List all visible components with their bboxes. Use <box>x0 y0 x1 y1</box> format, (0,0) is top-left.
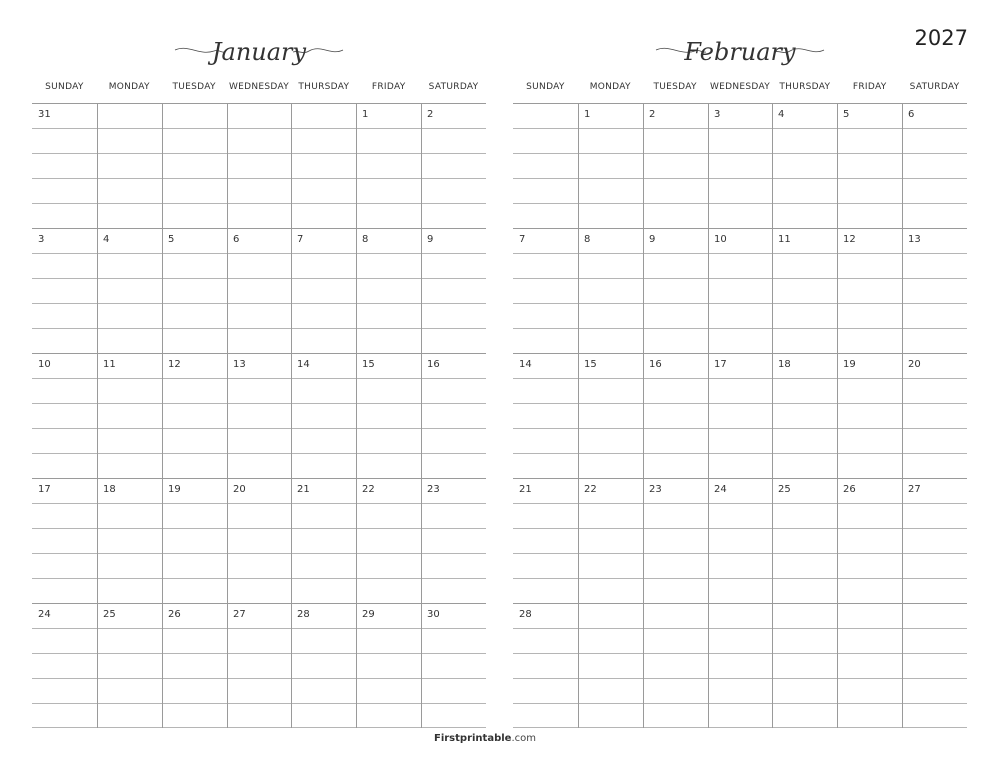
day-number: 14 <box>519 359 532 370</box>
weekday-label: TUESDAY <box>172 82 216 92</box>
day-number: 22 <box>584 484 597 495</box>
day-number: 16 <box>427 359 440 370</box>
day-number: 14 <box>297 359 310 370</box>
day-number: 15 <box>362 359 375 370</box>
column-divider <box>578 103 579 728</box>
writing-line <box>32 203 486 204</box>
column-divider <box>772 103 773 728</box>
day-number: 5 <box>843 109 850 120</box>
year-label: 2027 <box>914 26 968 50</box>
day-number: 21 <box>519 484 532 495</box>
day-number: 1 <box>584 109 591 120</box>
month-name: January <box>211 38 307 66</box>
writing-line <box>513 303 967 304</box>
day-number: 1 <box>362 109 369 120</box>
day-number: 5 <box>168 234 175 245</box>
day-number: 7 <box>519 234 526 245</box>
writing-line <box>32 528 486 529</box>
writing-line <box>32 253 486 254</box>
day-number: 24 <box>38 609 51 620</box>
week-divider <box>513 228 967 229</box>
day-number: 9 <box>649 234 656 245</box>
writing-line <box>513 278 967 279</box>
flourish-decoration <box>650 36 830 76</box>
column-divider <box>902 103 903 728</box>
week-divider <box>513 603 967 604</box>
writing-line <box>513 727 967 728</box>
writing-line <box>513 578 967 579</box>
day-number: 25 <box>103 609 116 620</box>
writing-line <box>32 703 486 704</box>
weekday-label: MONDAY <box>589 82 631 92</box>
day-number: 17 <box>38 484 51 495</box>
day-number: 18 <box>778 359 791 370</box>
writing-line <box>32 678 486 679</box>
writing-line <box>513 403 967 404</box>
day-number: 31 <box>38 109 51 120</box>
writing-line <box>513 453 967 454</box>
weekday-label: FRIDAY <box>371 82 406 92</box>
day-number: 6 <box>908 109 915 120</box>
writing-line <box>32 378 486 379</box>
week-divider <box>32 353 486 354</box>
day-number: 27 <box>233 609 246 620</box>
writing-line <box>32 303 486 304</box>
day-number: 17 <box>714 359 727 370</box>
weekday-label: THURSDAY <box>298 82 350 92</box>
day-number: 27 <box>908 484 921 495</box>
month-name: February <box>684 38 796 66</box>
day-number: 11 <box>103 359 116 370</box>
day-number: 2 <box>649 109 656 120</box>
writing-line <box>513 178 967 179</box>
writing-line <box>513 153 967 154</box>
week-divider <box>32 478 486 479</box>
writing-line <box>32 553 486 554</box>
writing-line <box>513 653 967 654</box>
week-divider <box>513 353 967 354</box>
month-title <box>32 36 486 76</box>
weekday-label: SUNDAY <box>45 82 84 92</box>
column-divider <box>421 103 422 728</box>
writing-line <box>513 128 967 129</box>
day-number: 12 <box>843 234 856 245</box>
writing-line <box>32 653 486 654</box>
writing-line <box>513 378 967 379</box>
footer-brand: Firstprintable <box>433 733 512 744</box>
column-divider <box>97 103 98 728</box>
writing-line <box>32 278 486 279</box>
writing-line <box>32 578 486 579</box>
writing-line <box>32 403 486 404</box>
column-divider <box>356 103 357 728</box>
day-number: 13 <box>908 234 921 245</box>
day-number: 11 <box>778 234 791 245</box>
footer-suffix: .com <box>511 733 536 744</box>
day-number: 23 <box>427 484 440 495</box>
week-divider <box>32 228 486 229</box>
day-number: 8 <box>362 234 369 245</box>
writing-line <box>32 153 486 154</box>
day-number: 26 <box>843 484 856 495</box>
day-number: 2 <box>427 109 434 120</box>
writing-line <box>32 178 486 179</box>
column-divider <box>291 103 292 728</box>
flourish-decoration <box>169 36 349 76</box>
week-divider <box>32 603 486 604</box>
day-number: 25 <box>778 484 791 495</box>
day-number: 23 <box>649 484 662 495</box>
writing-line <box>513 553 967 554</box>
day-number: 12 <box>168 359 181 370</box>
day-number: 28 <box>519 609 532 620</box>
day-number: 7 <box>297 234 304 245</box>
day-number: 10 <box>38 359 51 370</box>
day-number: 16 <box>649 359 662 370</box>
column-divider <box>227 103 228 728</box>
day-number: 4 <box>103 234 110 245</box>
writing-line <box>513 678 967 679</box>
writing-line <box>513 428 967 429</box>
day-number: 19 <box>843 359 856 370</box>
day-number: 24 <box>714 484 727 495</box>
day-number: 30 <box>427 609 440 620</box>
column-divider <box>643 103 644 728</box>
weekday-label: WEDNESDAY <box>709 82 771 92</box>
day-number: 6 <box>233 234 240 245</box>
calendar-grid <box>32 103 486 728</box>
day-number: 15 <box>584 359 597 370</box>
weekday-label: THURSDAY <box>779 82 831 92</box>
day-number: 20 <box>233 484 246 495</box>
weekday-header <box>32 82 486 96</box>
writing-line <box>513 703 967 704</box>
column-divider <box>708 103 709 728</box>
writing-line <box>513 203 967 204</box>
writing-line <box>32 453 486 454</box>
footer-credit <box>0 733 970 744</box>
writing-line <box>32 128 486 129</box>
day-number: 28 <box>297 609 310 620</box>
day-number: 21 <box>297 484 310 495</box>
day-number: 4 <box>778 109 785 120</box>
writing-line <box>513 253 967 254</box>
writing-line <box>32 328 486 329</box>
weekday-label: SUNDAY <box>526 82 565 92</box>
writing-line <box>513 628 967 629</box>
day-number: 18 <box>103 484 116 495</box>
column-divider <box>162 103 163 728</box>
weekday-label: WEDNESDAY <box>228 82 290 92</box>
day-number: 10 <box>714 234 727 245</box>
day-number: 13 <box>233 359 246 370</box>
day-number: 19 <box>168 484 181 495</box>
weekday-label: SATURDAY <box>428 82 479 92</box>
weekday-label: SATURDAY <box>909 82 960 92</box>
writing-line <box>513 503 967 504</box>
column-divider <box>837 103 838 728</box>
writing-line <box>32 428 486 429</box>
day-number: 26 <box>168 609 181 620</box>
day-number: 20 <box>908 359 921 370</box>
weekday-label: FRIDAY <box>852 82 887 92</box>
month-title <box>513 36 967 76</box>
writing-line <box>513 528 967 529</box>
writing-line <box>32 503 486 504</box>
weekday-label: TUESDAY <box>653 82 697 92</box>
weekday-label: MONDAY <box>108 82 150 92</box>
week-divider <box>32 103 486 104</box>
week-divider <box>513 478 967 479</box>
week-divider <box>513 103 967 104</box>
day-number: 22 <box>362 484 375 495</box>
day-number: 8 <box>584 234 591 245</box>
writing-line <box>32 628 486 629</box>
day-number: 3 <box>38 234 45 245</box>
day-number: 3 <box>714 109 721 120</box>
day-number: 29 <box>362 609 375 620</box>
day-number: 9 <box>427 234 434 245</box>
writing-line <box>32 727 486 728</box>
calendar-grid <box>513 103 967 728</box>
writing-line <box>513 328 967 329</box>
weekday-header <box>513 82 967 96</box>
